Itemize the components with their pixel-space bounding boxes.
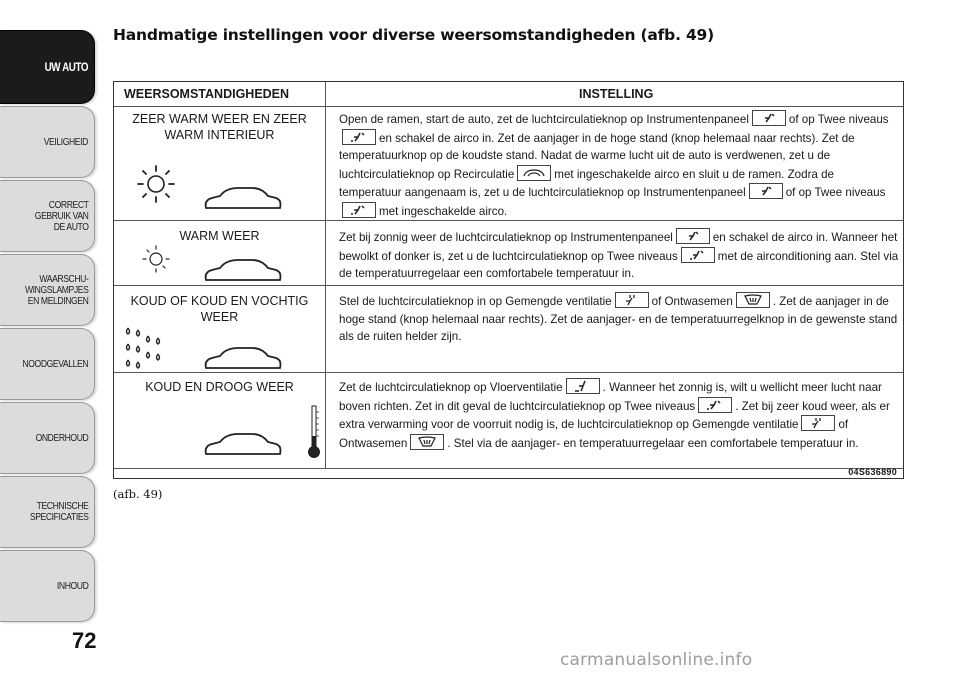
setting-text: met ingeschakelde airco.	[379, 204, 508, 218]
tab-veiligheid[interactable]	[0, 106, 95, 178]
watermark: carmanualsonline.info	[560, 650, 753, 670]
condition-text: KOUD OF KOUD EN VOCHTIG	[130, 294, 309, 308]
condition-text: KOUD EN DROOG WEER	[145, 380, 294, 394]
setting-cold-dry	[339, 378, 899, 452]
setting-text: . Wanneer het zonnig is, wilt u wellicht meer lucht naar boven richten. Zet in dit geval de luchtcirculatieknop op Twee niveaus	[339, 381, 882, 413]
defrost-icon	[736, 292, 770, 308]
tab-label: INHOUD	[56, 579, 88, 592]
setting-text: Open de ramen, start de auto, zet de luchtcirculatieknop op Instrumentenpaneel	[339, 113, 749, 126]
floor-vent-icon	[566, 378, 600, 394]
condition-text: ZEER WARM WEER EN ZEER	[132, 112, 307, 126]
setting-text: of op Twee niveaus	[788, 113, 889, 126]
tab-uw-auto[interactable]	[0, 30, 95, 104]
column-divider	[325, 82, 326, 468]
setting-text: of Ontwasemen	[339, 418, 849, 450]
dashboard-vent-icon	[749, 183, 783, 199]
setting-text: . Zet de aanjager in de hoge stand (knop helemaal naar rechts). Zet de aanjager- en de temperatuurregelknop in de gewenste stand als de ruiten helder zijn.	[339, 295, 898, 343]
column-header-setting: INSTELLING	[579, 87, 654, 101]
setting-text: Zet de luchtcirculatieknop op Vloerventilatie	[339, 381, 563, 394]
setting-text: en schakel de airco in. Zet de aanjager in de hoge stand (knop helemaal naar rechts). Zet de temperatuurknop op de koudste stand. Nadat de warme lucht uit de auto is verdwenen, zet u de luchtcirculatieknop op Recirculatie	[339, 131, 855, 181]
tab-label: WAARSCHU- WINGSLAMPJES EN MELDINGEN	[24, 272, 88, 307]
defrost-icon	[410, 434, 444, 450]
rain-car-icon	[122, 324, 282, 372]
recirculation-icon	[517, 165, 551, 181]
setting-cold-humid	[339, 292, 899, 346]
thermometer-car-icon	[204, 402, 324, 462]
weather-settings-table	[113, 81, 904, 479]
bi-level-icon	[698, 397, 732, 413]
sun-car-icon	[134, 160, 284, 216]
tab-waarschuwingslampjes[interactable]	[0, 254, 95, 326]
setting-text: of op Twee niveaus	[785, 186, 886, 199]
row-divider	[114, 372, 903, 373]
setting-very-hot	[339, 110, 899, 220]
tab-label: TECHNISCHE SPECIFICATIES	[29, 500, 88, 523]
bi-level-icon	[342, 129, 376, 145]
tab-label: CORRECT GEBRUIK VAN DE AUTO	[34, 198, 88, 233]
tab-correct-gebruik[interactable]	[0, 180, 95, 252]
tab-technische-specificaties[interactable]	[0, 476, 95, 548]
tab-label: NOODGEVALLEN	[22, 357, 88, 370]
condition-text: WARM WEER	[179, 229, 260, 243]
setting-warm	[339, 228, 899, 283]
dashboard-vent-icon	[752, 110, 786, 126]
condition-text: WEER	[200, 310, 239, 324]
bi-level-icon	[342, 202, 376, 218]
row-divider	[114, 468, 903, 469]
tab-noodgevallen[interactable]	[0, 328, 95, 400]
dashboard-vent-icon	[676, 228, 710, 244]
column-header-condition: WEERSOMSTANDIGHEDEN	[124, 87, 290, 101]
tab-label: VEILIGHEID	[43, 135, 88, 148]
setting-text: en schakel de airco in. Wanneer het bewolkt of donker is, zet u de luchtcirculatieknop op Twee niveaus	[339, 231, 898, 263]
condition-cold-dry	[114, 379, 325, 395]
figure-caption: (afb. 49)	[113, 487, 163, 501]
setting-text: . Stel via de aanjager- en temperatuurregelaar een comfortabele temperatuur in.	[447, 436, 859, 450]
figure-code: 04S636890	[848, 467, 897, 477]
row-divider	[114, 220, 903, 221]
bi-level-icon	[681, 247, 715, 263]
setting-text: met ingeschakelde airco en sluit u de ramen. Zodra de temperatuur aangenaam is, zet u de luchtcirculatieknop op Instrumentenpaneel	[339, 167, 834, 199]
tab-label: ONDERHOUD	[35, 431, 88, 444]
chapter-tabs	[0, 0, 100, 678]
condition-text: WARM INTERIEUR	[164, 128, 275, 142]
section-heading: Handmatige instellingen voor diverse weersomstandigheden (afb. 49)	[113, 26, 715, 44]
setting-text: of Ontwasemen	[651, 295, 733, 308]
tab-onderhoud[interactable]	[0, 402, 95, 474]
setting-text: Stel de luchtcirculatieknop in op Gemengde ventilatie	[339, 295, 612, 308]
mixed-vent-icon	[615, 292, 649, 308]
small-sun-car-icon	[134, 242, 284, 286]
condition-very-hot	[114, 111, 325, 143]
page-number: 72	[72, 628, 97, 653]
table-header	[114, 82, 903, 107]
tab-inhoud[interactable]	[0, 550, 95, 622]
condition-cold-humid	[114, 293, 325, 325]
tab-label: UW AUTO	[44, 59, 88, 74]
setting-text: met de airconditioning aan. Stel via de temperatuurregelaar een comfortabele temperatuur in.	[339, 249, 899, 280]
setting-text: . Zet bij zeer koud weer, als er extra verwarming voor de voorruit nodig is, de luchtcirculatieknop op Gemengde ventilatie	[339, 399, 890, 431]
setting-text: Zet bij zonnig weer de luchtcirculatieknop op Instrumentenpaneel	[339, 231, 673, 244]
mixed-vent-icon	[801, 415, 835, 431]
